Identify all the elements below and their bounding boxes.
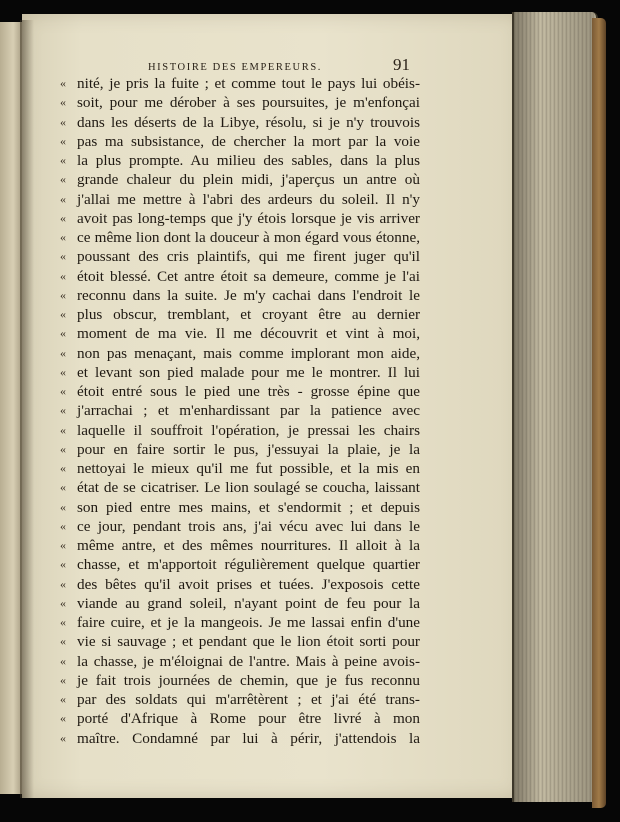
quotation-mark: « bbox=[60, 95, 66, 110]
text-line bbox=[60, 93, 420, 112]
quotation-mark: « bbox=[60, 576, 66, 591]
quotation-mark: « bbox=[60, 287, 66, 302]
text-line bbox=[60, 498, 420, 517]
text-line-content: la plus prompte. Au milieu des sables, dans la plus bbox=[77, 152, 420, 169]
text-line-content: moment de ma vie. Il me découvrit et vint à moi, bbox=[77, 325, 420, 343]
quotation-mark: « bbox=[60, 191, 66, 206]
quotation-mark: « bbox=[60, 76, 66, 90]
quotation-mark: « bbox=[60, 230, 66, 244]
text-line-content: nité, je pris la fuite ; et comme tout le pays lui obéis- bbox=[77, 75, 420, 92]
text-line bbox=[60, 228, 420, 247]
text-line bbox=[60, 517, 420, 536]
quotation-mark: « bbox=[60, 210, 66, 225]
body-text bbox=[60, 74, 420, 748]
text-line bbox=[60, 709, 420, 728]
text-line-content: étoit blessé. Cet antre étoit sa demeure, comme je l'ai bbox=[77, 267, 420, 285]
text-line-content: soit, pour me dérober à ses poursuites, je m'enfonçai bbox=[77, 94, 420, 112]
page-number: 91 bbox=[393, 55, 410, 74]
quotation-mark: « bbox=[60, 114, 66, 129]
quotation-mark: « bbox=[60, 634, 66, 649]
text-line-content: et levant son pied malade pour me le montrer. Il lui bbox=[77, 363, 420, 381]
quotation-mark: « bbox=[60, 403, 66, 418]
quotation-mark: « bbox=[60, 384, 66, 398]
text-line-content: viande au grand soleil, n'ayant point de feu pour la bbox=[77, 594, 420, 612]
text-line bbox=[60, 421, 420, 440]
quotation-mark: « bbox=[60, 595, 66, 610]
text-line bbox=[60, 632, 420, 651]
text-line bbox=[60, 575, 420, 594]
text-line-content: grande chaleur du plein midi, j'aperçus un antre où bbox=[77, 171, 420, 189]
text-line bbox=[60, 305, 420, 324]
text-line-content: faire cuire, et je la mangeois. Je me lassai enfin d'une bbox=[77, 614, 420, 631]
text-line-content: j'allai me mettre à l'abri des ardeurs du soleil. Il n'y bbox=[77, 190, 420, 208]
text-line-content: reconnu dans la suite. Je m'y cachai dans l'endroit le bbox=[77, 286, 420, 304]
book-cover-edge bbox=[592, 18, 606, 808]
text-line bbox=[60, 132, 420, 151]
quotation-mark: « bbox=[60, 518, 66, 533]
text-line bbox=[60, 267, 420, 286]
running-head: HISTOIRE DES EMPEREURS. bbox=[148, 62, 322, 73]
text-line-content: dans les déserts de la Libye, résolu, si je n'y trouvois bbox=[77, 113, 420, 131]
quotation-mark: « bbox=[60, 268, 66, 283]
quotation-mark: « bbox=[60, 538, 66, 552]
text-line bbox=[60, 652, 420, 671]
quotation-mark: « bbox=[60, 672, 66, 687]
text-line-content: la chasse, je m'éloignai de l'antre. Mais à peine avois- bbox=[77, 652, 420, 670]
text-line bbox=[60, 459, 420, 478]
quotation-mark: « bbox=[60, 422, 66, 437]
text-line bbox=[60, 555, 420, 574]
text-line bbox=[60, 113, 420, 132]
text-line-content: des bêtes qu'il avoit prises et tuées. J'exposois cette bbox=[77, 575, 420, 593]
text-line-content: non pas menaçant, mais comme implorant mon aide, bbox=[77, 344, 420, 362]
quotation-mark: « bbox=[60, 499, 66, 514]
text-line bbox=[60, 594, 420, 613]
quotation-mark: « bbox=[60, 364, 66, 379]
quotation-mark: « bbox=[60, 557, 66, 572]
quotation-mark: « bbox=[60, 461, 66, 475]
text-line bbox=[60, 247, 420, 266]
text-line-content: ce jour, pendant trois ans, j'ai vécu avec lui dans le bbox=[77, 517, 420, 535]
quotation-mark: « bbox=[60, 133, 66, 148]
text-line-content: je fait trois journées de chemin, que je fus reconnu bbox=[77, 671, 420, 689]
quotation-mark: « bbox=[60, 307, 66, 321]
text-line bbox=[60, 209, 420, 228]
text-line-content: nettoyai le mieux qu'il me fut possible, et la mis en bbox=[77, 460, 420, 477]
text-line bbox=[60, 671, 420, 690]
text-line bbox=[60, 190, 420, 209]
text-line bbox=[60, 324, 420, 343]
text-line bbox=[60, 382, 420, 401]
text-line bbox=[60, 344, 420, 363]
quotation-mark: « bbox=[60, 480, 66, 495]
text-line bbox=[60, 729, 420, 748]
quotation-mark: « bbox=[60, 615, 66, 629]
quotation-mark: « bbox=[60, 441, 66, 456]
text-line-content: j'arrachai ; et m'enhardissant par la patience avec bbox=[77, 402, 420, 420]
text-line bbox=[60, 440, 420, 459]
text-line-content: maître. Condamné par lui à périr, j'attendois la bbox=[77, 729, 420, 747]
text-line-content: étoit entré sous le pied une très - grosse épine que bbox=[77, 383, 420, 400]
quotation-mark: « bbox=[60, 653, 66, 668]
text-line-content: état de se cicatriser. Le lion soulagé se coucha, laissant bbox=[77, 479, 420, 497]
text-line bbox=[60, 170, 420, 189]
quotation-mark: « bbox=[60, 326, 66, 341]
quotation-mark: « bbox=[60, 730, 66, 745]
text-line bbox=[60, 151, 420, 170]
text-line bbox=[60, 363, 420, 382]
page-edges-shade bbox=[512, 12, 594, 802]
text-line-content: plus obscur, tremblant, et croyant être au dernier bbox=[77, 306, 420, 323]
text-line-content: porté d'Afrique à Rome pour être livré à mon bbox=[77, 710, 420, 728]
quotation-mark: « bbox=[60, 249, 66, 264]
text-line bbox=[60, 478, 420, 497]
quotation-mark: « bbox=[60, 153, 66, 167]
quotation-mark: « bbox=[60, 692, 66, 706]
quotation-mark: « bbox=[60, 345, 66, 360]
text-line-content: pour en faire sortir le pus, j'essuyai la plaie, je la bbox=[77, 440, 420, 458]
text-line bbox=[60, 613, 420, 632]
text-line-content: laquelle il souffroit l'opération, je pressai les chairs bbox=[77, 421, 420, 439]
text-line-content: chasse, et m'apportoit régulièrement quelque quartier bbox=[77, 556, 420, 574]
gutter-shadow bbox=[20, 20, 34, 798]
text-line-content: ce même lion dont la douceur à mon égard vous étonne, bbox=[77, 229, 420, 246]
text-line bbox=[60, 286, 420, 305]
text-line-content: poussant des cris plaintifs, qui me firent juger qu'il bbox=[77, 248, 420, 266]
text-line-content: même antre, et des mêmes nourritures. Il alloit à la bbox=[77, 537, 420, 554]
quotation-mark: « bbox=[60, 172, 66, 187]
text-line-content: par des soldats qui m'arrêtèrent ; et j'ai été trans- bbox=[77, 691, 420, 708]
text-line-content: vie si sauvage ; et pendant que le lion étoit sorti pour bbox=[77, 633, 420, 651]
text-line bbox=[60, 401, 420, 420]
text-line-content: son pied entre mes mains, et s'endormit ; et depuis bbox=[77, 498, 420, 516]
text-line bbox=[60, 536, 420, 555]
text-line-content: pas ma subsistance, de chercher la mort par la voie bbox=[77, 132, 420, 150]
text-line-content: avoit pas long-temps que j'y étois lorsque je vis arriver bbox=[77, 209, 420, 227]
text-line bbox=[60, 74, 420, 93]
quotation-mark: « bbox=[60, 711, 66, 726]
text-line bbox=[60, 690, 420, 709]
